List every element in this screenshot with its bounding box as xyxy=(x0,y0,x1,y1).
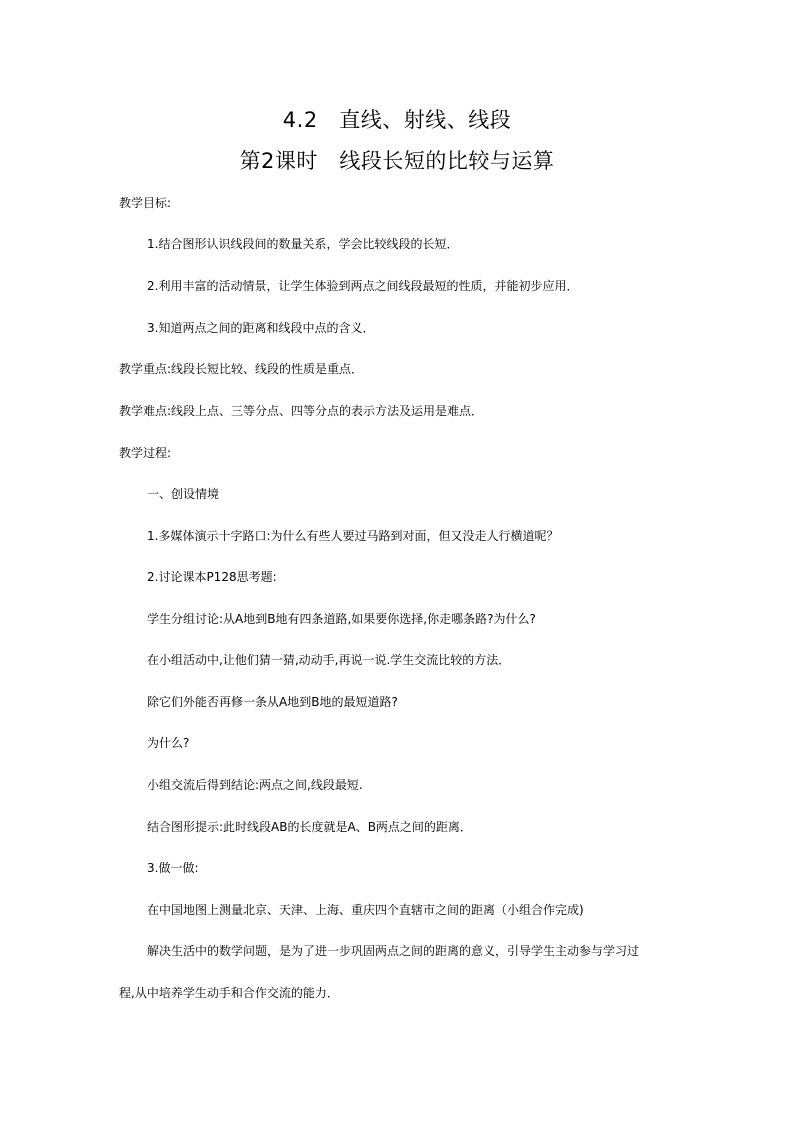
section-heading-objectives: 教学目标: xyxy=(119,196,172,210)
paragraph: 在小组活动中,让他们猜一猜,动动手,再说一说.学生交流比较的方法． xyxy=(147,653,511,667)
paragraph: 小组交流后得到结论:两点之间,线段最短. xyxy=(147,778,363,792)
paragraph: 2.讨论课本P128思考题: xyxy=(147,570,277,584)
paragraph: 为什么? xyxy=(147,736,190,750)
paragraph: 除它们外能否再修一条从A地到B地的最短道路? xyxy=(147,695,398,709)
objective-item: 1.结合图形认识线段间的数量关系，学会比较线段的长短． xyxy=(147,237,459,251)
paragraph: 结合图形提示:此时线段AB的长度就是A、B两点之间的距离． xyxy=(147,820,472,834)
paragraph: 学生分组讨论:从A地到B地有四条道路,如果要你选择,你走哪条路?为什么? xyxy=(147,612,536,626)
paragraph: 解决生活中的数学问题，是为了进一步巩固两点之间的距离的意义，引导学生主动参与学习过 xyxy=(147,944,640,958)
lesson-title: 4.2 直线、射线、线段 xyxy=(282,108,512,132)
lesson-subtitle: 第2课时 线段长短的比较与运算 xyxy=(239,149,555,173)
objective-item: 2.利用丰富的活动情景，让学生体验到两点之间线段最短的性质，并能初步应用． xyxy=(147,279,579,293)
subsection-heading: 一、创设情境 xyxy=(147,487,220,501)
paragraph: 在中国地图上测量北京、天津、上海、重庆四个直辖市之间的距离（小组合作完成) xyxy=(147,903,584,917)
key-points: 教学重点:线段长短比较、线段的性质是重点． xyxy=(119,362,364,376)
paragraph: 1.多媒体演示十字路口:为什么有些人要过马路到对面，但又没走人行横道呢？ xyxy=(147,529,559,543)
objective-item: 3.知道两点之间的距离和线段中点的含义． xyxy=(147,321,375,335)
difficult-points: 教学难点:线段上点、三等分点、四等分点的表示方法及运用是难点． xyxy=(119,404,484,418)
paragraph-continuation: 程,从中培养学生动手和合作交流的能力． xyxy=(119,986,339,1000)
paragraph: 3.做一做: xyxy=(147,861,199,875)
section-heading-process: 教学过程: xyxy=(119,446,172,460)
